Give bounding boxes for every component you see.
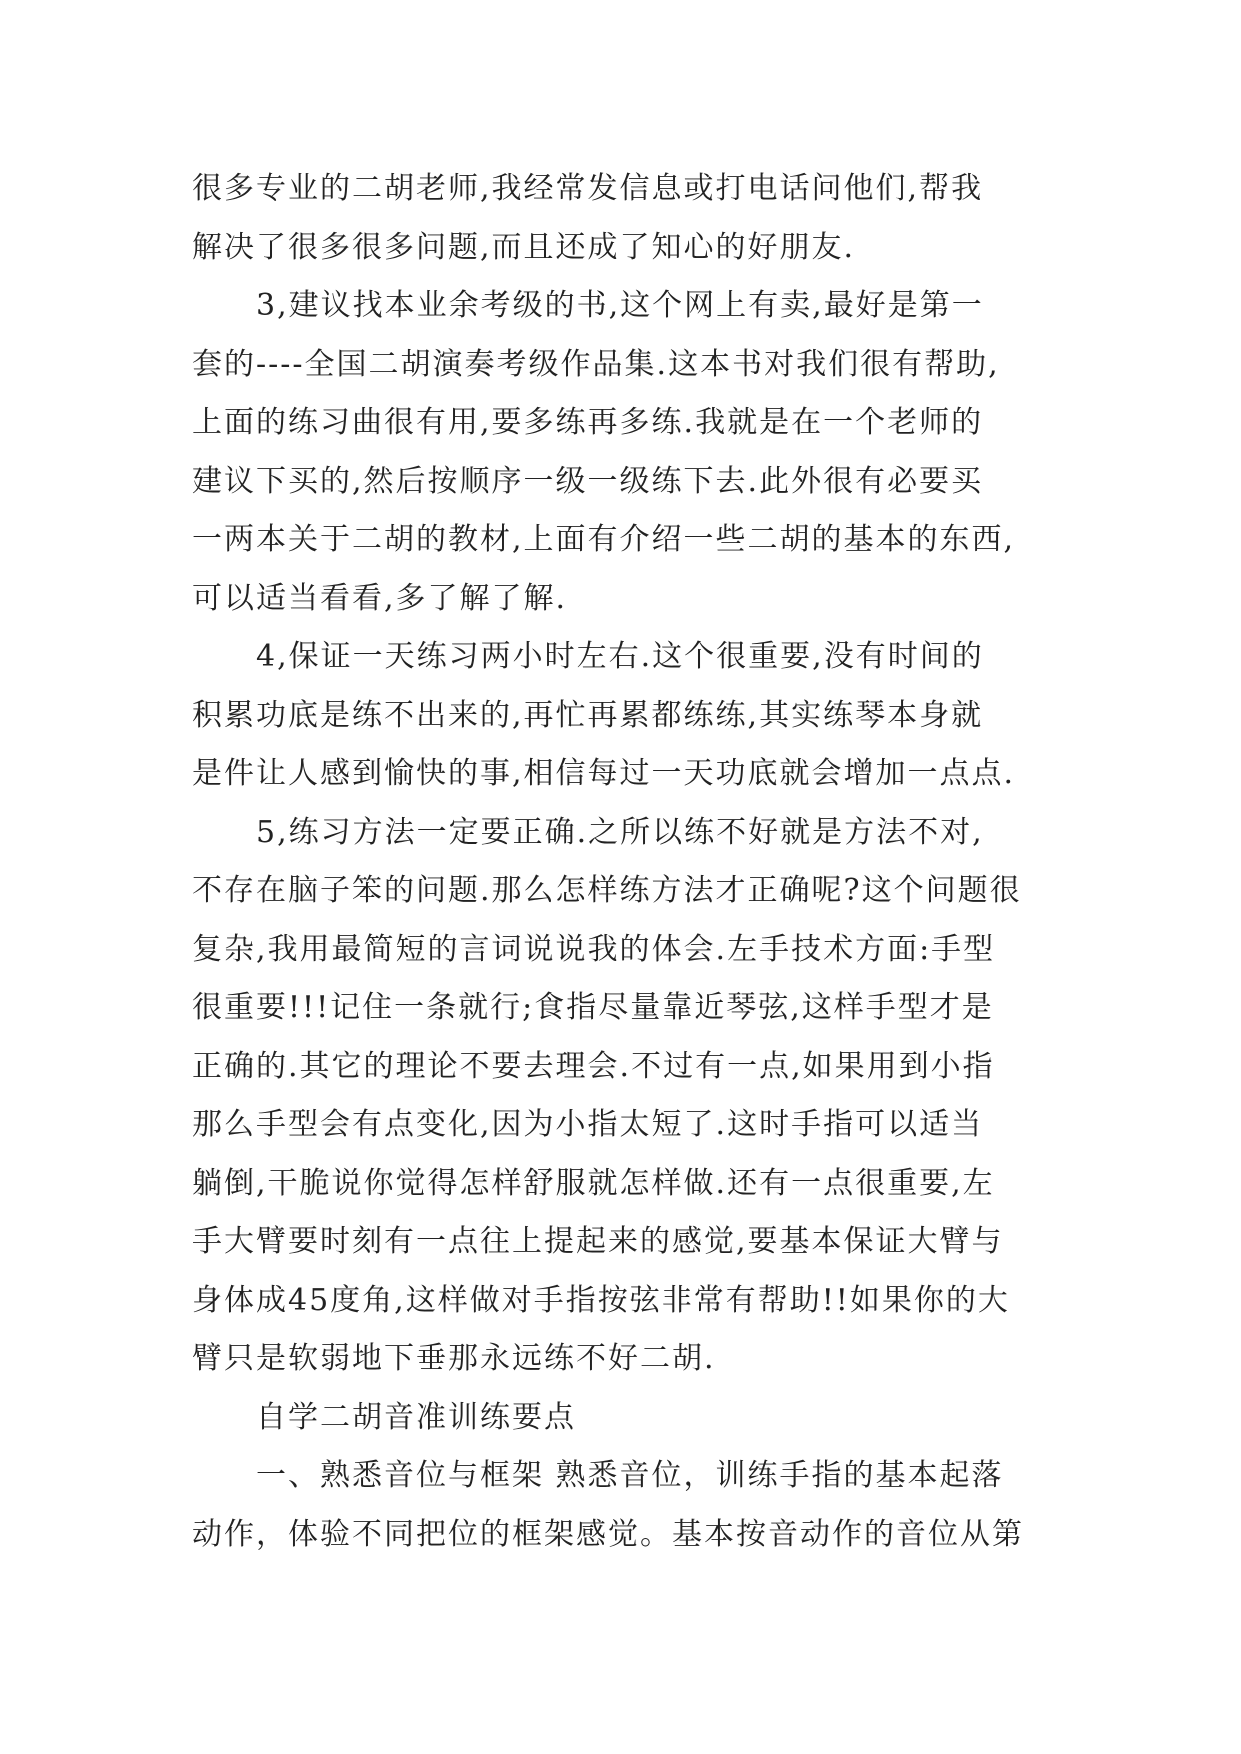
text-line: 4,保证一天练习两小时左右.这个很重要,没有时间的	[256, 639, 984, 674]
text-line: 3,建议找本业余考级的书,这个网上有卖,最好是第一	[256, 288, 984, 323]
text-line: 解决了很多很多问题,而且还成了知心的好朋友.	[192, 229, 856, 265]
text-line: 套的----全国二胡演奏考级作品集.这本书对我们很有帮助,	[192, 346, 1000, 382]
text-line: 臂只是软弱地下垂那永远练不好二胡.	[192, 1341, 716, 1376]
text-line: 建议下买的,然后按顺序一级一级练下去.此外很有必要买	[192, 463, 984, 499]
text-line: 复杂,我用最简短的言词说说我的体会.左手技术方面:手型	[192, 931, 996, 967]
text-line: 5,练习方法一定要正确.之所以练不好就是方法不对,	[256, 814, 984, 850]
text-line: 不存在脑子笨的问题.那么怎样练方法才正确呢?这个问题很	[192, 873, 1022, 908]
text-line: 上面的练习曲很有用,要多练再多练.我就是在一个老师的	[192, 405, 984, 440]
text-line: 正确的.其它的理论不要去理会.不过有一点,如果用到小指	[192, 1048, 995, 1084]
text-line: 那么手型会有点变化,因为小指太短了.这时手指可以适当	[192, 1107, 984, 1142]
section-heading: 自学二胡音准训练要点	[256, 1399, 576, 1435]
text-line: 是件让人感到愉快的事,相信每过一天功底就会增加一点点.	[192, 756, 1016, 791]
text-line: 身体成45度角,这样做对手指按弦非常有帮助!!如果你的大	[192, 1282, 1010, 1318]
text-line: 躺倒,干脆说你觉得怎样舒服就怎样做.还有一点很重要,左	[192, 1165, 995, 1201]
text-line: 一两本关于二胡的教材,上面有介绍一些二胡的基本的东西,	[192, 522, 1016, 557]
document-body	[192, 160, 1072, 1564]
text-line: 很重要!!!记住一条就行;食指尽量靠近琴弦,这样手型才是	[192, 990, 994, 1025]
text-line: 手大臂要时刻有一点往上提起来的感觉,要基本保证大臂与	[192, 1224, 1004, 1259]
text-line: 一、熟悉音位与框架 熟悉音位，训练手指的基本起落	[256, 1458, 1004, 1493]
text-line: 积累功底是练不出来的,再忙再累都练练,其实练琴本身就	[192, 697, 984, 733]
text-line: 很多专业的二胡老师,我经常发信息或打电话问他们,帮我	[192, 171, 984, 206]
text-line: 可以适当看看,多了解了解.	[192, 580, 568, 616]
text-line: 动作，体验不同把位的框架感觉。基本按音动作的音位从第	[192, 1516, 1024, 1552]
